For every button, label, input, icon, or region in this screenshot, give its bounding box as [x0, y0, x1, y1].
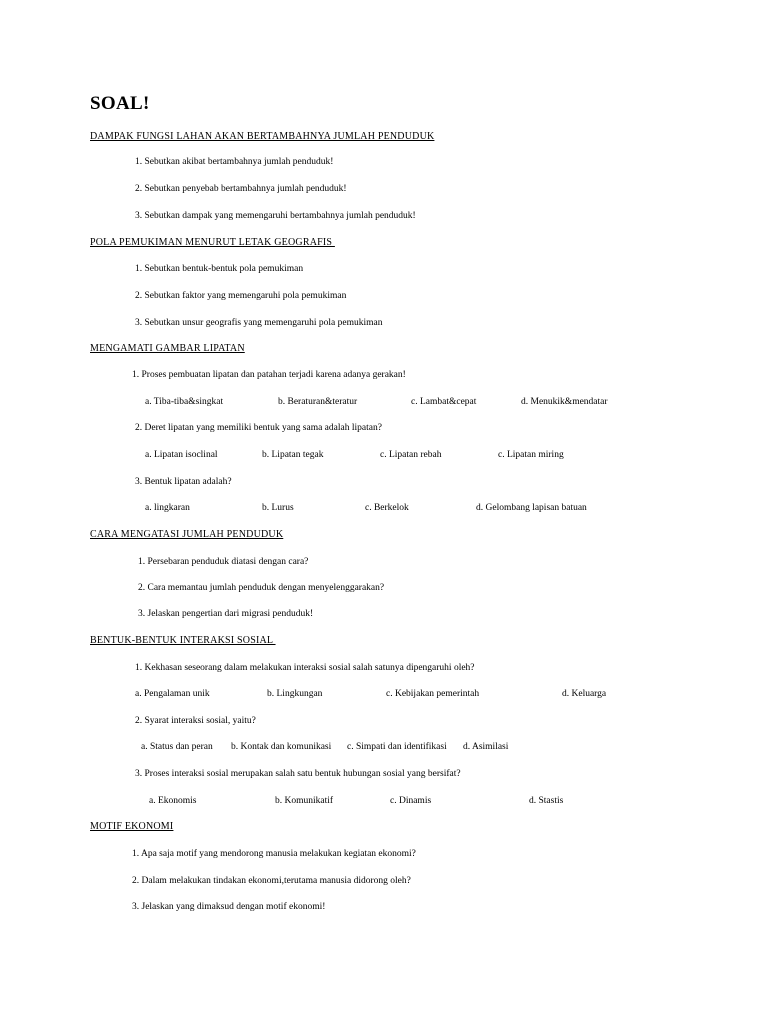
- question: 1. Kekhasan seseorang dalam melakukan interaksi sosial salah satunya dipengaruhi oleh?: [135, 663, 475, 673]
- answer-option: d. Keluarga: [562, 689, 607, 699]
- answer-option: b. Lingkungan: [267, 689, 323, 699]
- question: 3. Proses interaksi sosial merupakan salah satu bentuk hubungan sosial yang bersifat?: [135, 769, 461, 779]
- question: 2. Dalam melakukan tindakan ekonomi,terutama manusia didorong oleh?: [132, 876, 411, 886]
- question: 1. Sebutkan akibat bertambahnya jumlah penduduk!: [135, 157, 334, 167]
- question: 2. Syarat interaksi sosial, yaitu?: [135, 716, 256, 726]
- page-title: SOAL!: [90, 93, 150, 114]
- answer-option: d. Asimilasi: [463, 742, 509, 752]
- answer-option: b. Lipatan tegak: [262, 450, 324, 460]
- question: 2. Sebutkan faktor yang memengaruhi pola pemukiman: [135, 291, 347, 301]
- answer-option: d. Gelombang lapisan batuan: [476, 503, 587, 513]
- section-heading: POLA PEMUKIMAN MENURUT LETAK GEOGRAFIS: [90, 237, 335, 248]
- answer-option: b. Lurus: [262, 503, 294, 513]
- answer-option: a. Status dan peran: [141, 742, 213, 752]
- answer-option: a. Ekonomis: [149, 796, 197, 806]
- section-heading: CARA MENGATASI JUMLAH PENDUDUK: [90, 529, 284, 540]
- answer-option: b. Kontak dan komunikasi: [231, 742, 332, 752]
- question: 2. Deret lipatan yang memiliki bentuk yang sama adalah lipatan?: [135, 423, 382, 433]
- question: 3. Jelaskan yang dimaksud dengan motif ekonomi!: [132, 902, 326, 912]
- answer-option: d. Stastis: [529, 796, 564, 806]
- question: 2. Cara memantau jumlah penduduk dengan menyelenggarakan?: [138, 583, 385, 593]
- answer-option: a. lingkaran: [145, 503, 190, 513]
- answer-option: c. Kebijakan pemerintah: [386, 689, 480, 699]
- question: 3. Bentuk lipatan adalah?: [135, 477, 232, 487]
- question: 1. Proses pembuatan lipatan dan patahan terjadi karena adanya gerakan!: [132, 370, 406, 380]
- section-heading: MOTIF EKONOMI: [90, 821, 174, 832]
- answer-option: c. Simpati dan identifikasi: [347, 742, 447, 752]
- question: 3. Jelaskan pengertian dari migrasi penduduk!: [138, 609, 314, 619]
- answer-option: b. Komunikatif: [275, 796, 334, 806]
- answer-option: c. Lipatan miring: [498, 450, 564, 460]
- section-heading: BENTUK-BENTUK INTERAKSI SOSIAL: [90, 635, 276, 646]
- section-heading: MENGAMATI GAMBAR LIPATAN: [90, 343, 245, 354]
- question: 2. Sebutkan penyebab bertambahnya jumlah penduduk!: [135, 184, 347, 194]
- section-heading: DAMPAK FUNGSI LAHAN AKAN BERTAMBAHNYA JUMLAH PENDUDUK: [90, 131, 435, 142]
- answer-option: a. Pengalaman unik: [135, 689, 210, 699]
- question: 1. Apa saja motif yang mendorong manusia melakukan kegiatan ekonomi?: [132, 849, 416, 859]
- answer-option: a. Lipatan isoclinal: [145, 450, 218, 460]
- question: 3. Sebutkan unsur geografis yang memengaruhi pola pemukiman: [135, 318, 383, 328]
- answer-option: c. Berkelok: [365, 503, 409, 513]
- question: 1. Sebutkan bentuk-bentuk pola pemukiman: [135, 264, 304, 274]
- answer-option: b. Beraturan&teratur: [278, 397, 358, 407]
- answer-option: a. Tiba-tiba&singkat: [145, 397, 224, 407]
- answer-option: c. Lipatan rebah: [380, 450, 442, 460]
- answer-option: d. Menukik&mendatar: [521, 397, 608, 407]
- answer-option: c. Dinamis: [390, 796, 432, 806]
- question: 3. Sebutkan dampak yang memengaruhi bertambahnya jumlah penduduk!: [135, 211, 416, 221]
- question: 1. Persebaran penduduk diatasi dengan cara?: [138, 557, 309, 567]
- answer-option: c. Lambat&cepat: [411, 397, 477, 407]
